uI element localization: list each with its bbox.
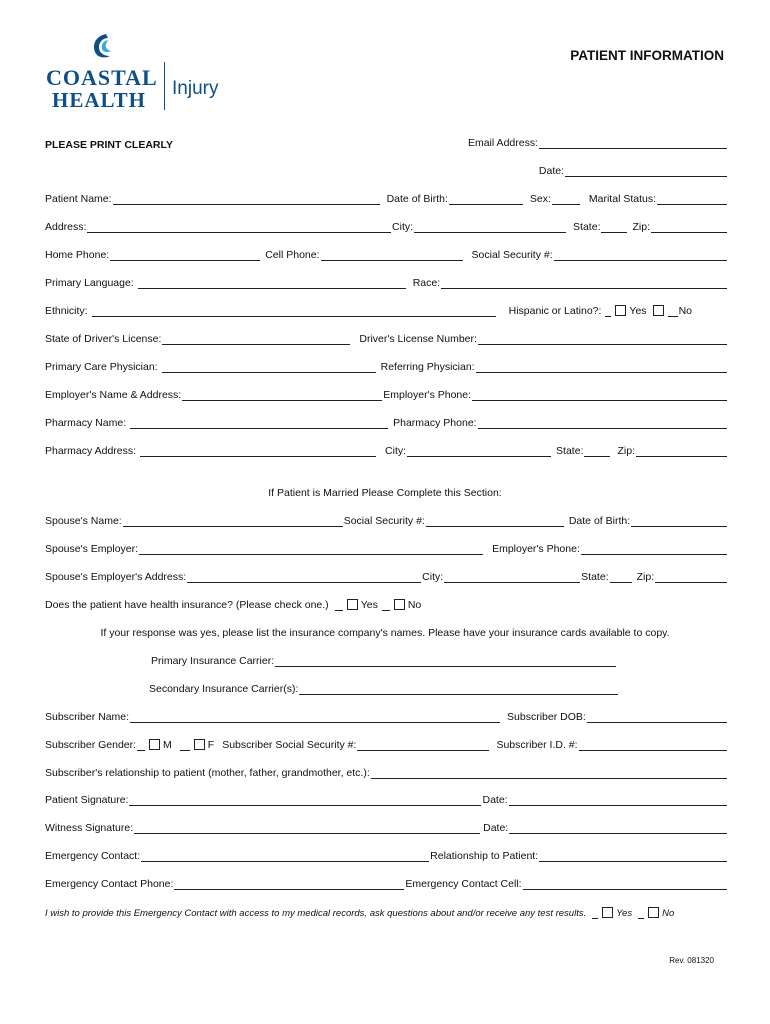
patient-name-field[interactable] — [113, 194, 380, 205]
pharmacy-phone-field[interactable] — [478, 418, 727, 429]
subscriber-relationship-row — [45, 765, 728, 779]
pharmacy-address-field[interactable] — [140, 446, 376, 457]
insurance-question-row — [45, 597, 728, 611]
spouse-dob-label: Date of Birth: — [568, 515, 631, 527]
emergency-phone-row — [45, 876, 728, 890]
emergency-relationship-field[interactable] — [539, 851, 727, 862]
pharmacy-name-row — [45, 415, 728, 429]
dl-state-field[interactable] — [162, 334, 350, 345]
wave-logo-icon — [86, 32, 116, 62]
subscriber-ssn-label: Subscriber Social Security #: — [222, 739, 357, 751]
spouse-state-field[interactable] — [610, 572, 632, 583]
subscriber-dob-label: Subscriber DOB: — [507, 711, 586, 723]
date-label: Date: — [538, 165, 564, 177]
zip-field[interactable] — [651, 222, 727, 233]
spouse-state-label: State: — [581, 571, 609, 583]
subscriber-relationship-field[interactable] — [371, 768, 727, 779]
hispanic-yes-label: Yes — [629, 305, 647, 317]
logo-division: Injury — [172, 78, 219, 99]
spouse-dob-field[interactable] — [631, 516, 727, 527]
pharmacy-address-row — [45, 443, 728, 457]
spouse-employer-phone-label: Employer's Phone: — [492, 543, 580, 555]
patient-signature-field[interactable] — [129, 795, 481, 806]
consent-text: I wish to provide this Emergency Contact with access to my medical records, ask questions about and/or receive any test results. — [45, 908, 587, 919]
consent-no-checkbox[interactable] — [648, 907, 659, 918]
referring-field[interactable] — [476, 362, 727, 373]
ssn-label: Social Security #: — [471, 249, 553, 261]
logo-line2: HEALTH — [52, 88, 146, 112]
pharmacy-zip-field[interactable] — [636, 446, 727, 457]
home-phone-label: Home Phone: — [45, 249, 110, 261]
print-clearly-note: PLEASE PRINT CLEARLY — [45, 139, 173, 151]
insurance-no-label: No — [407, 599, 422, 611]
ethnicity-field[interactable] — [92, 306, 496, 317]
subscriber-id-label: Subscriber I.D. #: — [496, 739, 578, 751]
hispanic-no-label: No — [678, 305, 692, 317]
patient-signature-date-field[interactable] — [509, 795, 727, 806]
secondary-carrier-label: Secondary Insurance Carrier(s): — [149, 683, 299, 695]
primary-carrier-row — [151, 653, 617, 667]
email-field[interactable] — [539, 138, 727, 149]
emergency-contact-label: Emergency Contact: — [45, 850, 141, 862]
emergency-relationship-label: Relationship to Patient: — [430, 850, 539, 862]
pharmacy-name-label: Pharmacy Name: — [45, 417, 127, 429]
spouse-employer-label: Spouse's Employer: — [45, 543, 139, 555]
dl-number-label: Driver's License Number: — [359, 333, 477, 345]
subscriber-gender-label: Subscriber Gender: — [45, 739, 137, 751]
gender-m-label: M — [163, 739, 172, 751]
city-field[interactable] — [414, 222, 566, 233]
consent-yes-line — [592, 908, 598, 919]
patient-name-label: Patient Name: — [45, 193, 112, 205]
employer-field[interactable] — [182, 390, 382, 401]
language-field[interactable] — [138, 278, 406, 289]
emergency-cell-field[interactable] — [523, 879, 727, 890]
spouse-city-label: City: — [422, 571, 444, 583]
employer-label: Employer's Name & Address: — [45, 389, 182, 401]
consent-no-label: No — [662, 908, 675, 919]
insurance-question: Does the patient have health insurance? (Please check one.) — [45, 599, 329, 611]
gender-f-checkbox[interactable] — [194, 739, 205, 750]
ethnicity-label: Ethnicity: — [45, 305, 88, 317]
consent-no-line — [638, 908, 644, 919]
drivers-license-row — [45, 331, 728, 345]
subscriber-relationship-label: Subscriber's relationship to patient (mother, father, grandmother, etc.): — [45, 767, 370, 779]
hispanic-no-checkbox[interactable] — [653, 305, 664, 316]
insurance-yes-line — [335, 600, 343, 611]
pharmacy-address-label: Pharmacy Address: — [45, 445, 137, 457]
spouse-employer-field[interactable] — [139, 544, 483, 555]
gender-m-checkbox[interactable] — [149, 739, 160, 750]
state-label: State: — [573, 221, 601, 233]
address-row — [45, 219, 728, 233]
date-field[interactable] — [565, 166, 727, 177]
pharmacy-city-field[interactable] — [407, 446, 551, 457]
emergency-phone-label: Emergency Contact Phone: — [45, 878, 174, 890]
witness-date-field[interactable] — [509, 823, 727, 834]
marital-field[interactable] — [657, 194, 727, 205]
subscriber-name-row — [45, 709, 728, 723]
emergency-cell-label: Emergency Contact Cell: — [405, 878, 522, 890]
insurance-no-checkbox[interactable] — [394, 599, 405, 610]
primary-carrier-label: Primary Insurance Carrier: — [151, 655, 275, 667]
page-title: PATIENT INFORMATION — [570, 48, 724, 63]
sex-label: Sex: — [529, 193, 551, 205]
subscriber-name-field[interactable] — [130, 712, 500, 723]
sex-field[interactable] — [552, 194, 580, 205]
witness-signature-label: Witness Signature: — [45, 822, 134, 834]
logo-line1: COASTAL — [46, 65, 158, 90]
witness-signature-row — [45, 820, 728, 834]
subscriber-id-field[interactable] — [579, 740, 727, 751]
pharmacy-city-label: City: — [385, 445, 407, 457]
address-label: Address: — [45, 221, 87, 233]
hispanic-label: Hispanic or Latino?: — [508, 305, 602, 317]
emergency-phone-field[interactable] — [174, 879, 404, 890]
spouse-zip-label: Zip: — [636, 571, 655, 583]
spouse-ssn-label: Social Security #: — [343, 515, 425, 527]
race-label: Race: — [412, 277, 441, 289]
date-row — [45, 163, 728, 177]
spouse-address-row — [45, 569, 728, 583]
patient-signature-label: Patient Signature: — [45, 794, 129, 806]
secondary-carrier-row — [149, 681, 619, 695]
primary-carrier-field[interactable] — [275, 656, 616, 667]
witness-signature-field[interactable] — [134, 823, 480, 834]
dl-state-label: State of Driver's License: — [45, 333, 162, 345]
subscriber-dob-field[interactable] — [587, 712, 727, 723]
consent-yes-label: Yes — [616, 908, 633, 919]
subscriber-name-label: Subscriber Name: — [45, 711, 130, 723]
spouse-ssn-field[interactable] — [426, 516, 564, 527]
email-row — [45, 135, 728, 149]
employer-phone-field[interactable] — [472, 390, 727, 401]
gender-f-label: F — [207, 739, 215, 751]
pharmacy-phone-label: Pharmacy Phone: — [393, 417, 477, 429]
language-row — [45, 275, 728, 289]
spouse-zip-field[interactable] — [655, 572, 727, 583]
spouse-employer-phone-field[interactable] — [581, 544, 727, 555]
subscriber-ssn-field[interactable] — [357, 740, 489, 751]
dob-field[interactable] — [449, 194, 523, 205]
physician-row — [45, 359, 728, 373]
hispanic-yes-checkbox[interactable] — [615, 305, 626, 316]
pcp-field[interactable] — [162, 362, 376, 373]
insurance-no-line — [382, 600, 390, 611]
spouse-employer-row — [45, 541, 728, 555]
pcp-label: Primary Care Physician: — [45, 361, 158, 373]
marital-label: Marital Status: — [588, 193, 656, 205]
address-field[interactable] — [87, 222, 391, 233]
race-field[interactable] — [441, 278, 727, 289]
patient-name-row — [45, 191, 728, 205]
hispanic-no-line — [668, 306, 678, 317]
city-label: City: — [392, 221, 414, 233]
state-field[interactable] — [601, 222, 627, 233]
revision-code: Rev. 081320 — [669, 956, 714, 965]
secondary-carrier-field[interactable] — [299, 684, 618, 695]
spouse-city-field[interactable] — [444, 572, 580, 583]
email-label: Email Address: — [467, 137, 538, 149]
referring-label: Referring Physician: — [380, 361, 475, 373]
consent-row — [45, 905, 728, 919]
insurance-instructions: If your response was yes, please list the insurance company's names. Please have your insurance cards available to copy. — [100, 627, 670, 639]
spouse-address-field[interactable] — [187, 572, 421, 583]
home-phone-field[interactable] — [110, 250, 260, 261]
consent-yes-checkbox[interactable] — [602, 907, 613, 918]
spouse-name-field[interactable] — [123, 516, 343, 527]
phone-row — [45, 247, 728, 261]
ethnicity-row — [45, 303, 728, 317]
employer-row — [45, 387, 728, 401]
pharmacy-state-field[interactable] — [584, 446, 610, 457]
gender-m-line — [137, 740, 145, 751]
patient-signature-date-label: Date: — [482, 794, 508, 806]
logo-divider — [164, 62, 165, 110]
dob-label: Date of Birth: — [386, 193, 448, 205]
spouse-section-heading: If Patient is Married Please Complete this Section: — [268, 487, 502, 499]
emergency-contact-field[interactable] — [141, 851, 429, 862]
insurance-yes-label: Yes — [360, 599, 378, 611]
cell-phone-label: Cell Phone: — [265, 249, 320, 261]
dl-number-field[interactable] — [478, 334, 727, 345]
ssn-field[interactable] — [554, 250, 727, 261]
coastal-health-logo — [44, 32, 234, 114]
gender-f-line — [180, 740, 190, 751]
spouse-name-row — [45, 513, 728, 527]
pharmacy-name-field[interactable] — [130, 418, 388, 429]
spouse-name-label: Spouse's Name: — [45, 515, 122, 527]
patient-signature-row — [45, 792, 728, 806]
insurance-yes-checkbox[interactable] — [347, 599, 358, 610]
spouse-address-label: Spouse's Employer's Address: — [45, 571, 187, 583]
emergency-contact-row — [45, 848, 728, 862]
pharmacy-zip-label: Zip: — [617, 445, 635, 457]
hispanic-yes-line — [605, 306, 611, 317]
subscriber-gender-row — [45, 737, 728, 751]
witness-date-label: Date: — [483, 822, 509, 834]
zip-label: Zip: — [632, 221, 650, 233]
cell-phone-field[interactable] — [321, 250, 463, 261]
employer-phone-label: Employer's Phone: — [383, 389, 472, 401]
pharmacy-state-label: State: — [556, 445, 584, 457]
language-label: Primary Language: — [45, 277, 134, 289]
